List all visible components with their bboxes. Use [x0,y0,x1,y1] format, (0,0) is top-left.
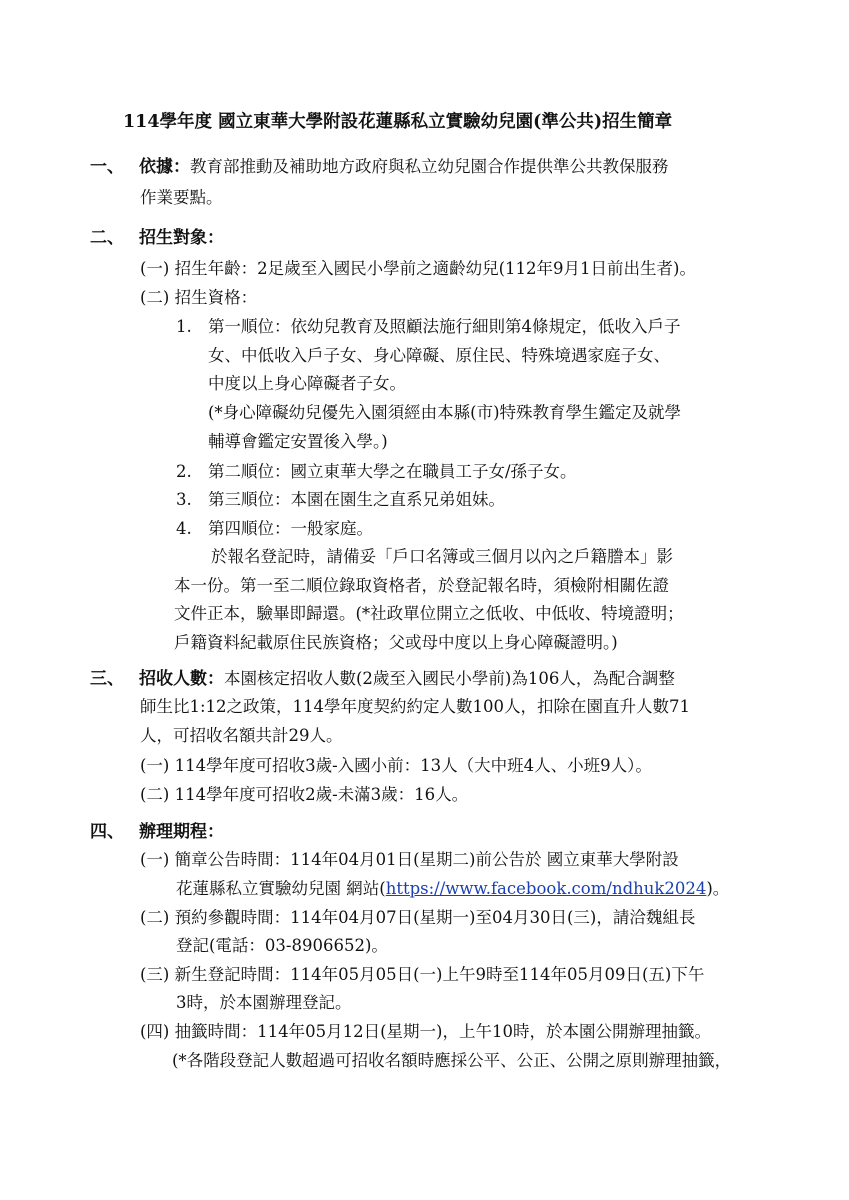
section-3-line [139,669,675,689]
section-2-heading: 招生對象： [139,228,224,248]
registration-note-2: 本一份。第一至二順位錄取資格者，於登記報名時，須檢附相關佐證 [174,576,669,595]
section-1-text-cont: 作業要點。 [140,188,223,207]
section-2-eligibility: (二) 招生資格： [140,288,258,307]
schedule-register-2: 3時，於本園辦理登記。 [176,993,352,1012]
schedule-announce-suffix: )。 [706,879,730,898]
registration-note-1: 於報名登記時，請備妥「戶口名簿或三個月以內之戶籍謄本」影 [211,547,673,566]
schedule-register-1: (三) 新生登記時間：114年05月05日(一)上午9時至114年05月09日(五)下午 [140,965,705,984]
section-3-text-2: 師生比1:12之政策，114學年度契約約定人數100人，扣除在園直升人數71 [140,697,691,716]
facebook-link[interactable]: https://www.facebook.com/ndhuk2024 [385,879,707,898]
schedule-announce-prefix: 花蓮縣私立實驗幼兒園 網站( [176,879,386,898]
section-3-quota-3yr: (一) 114學年度可招收3歲-入國小前：13人（大中班4人、小班9人）。 [140,756,652,775]
schedule-lottery-note: (*各階段登記人數超過可招收名額時應採公平、公正、公開之原則辦理抽籤， [172,1051,732,1070]
section-3-quota-2yr: (二) 114學年度可招收2歲-未滿3歲：16人。 [140,785,469,804]
priority-1-note-1: (*身心障礙幼兒優先入園須經由本縣(市)特殊教育學生鑑定及就學 [208,403,682,422]
priority-1-number: 1. [176,317,192,336]
section-1-number: 一、 [90,157,124,177]
document-title: 114學年度 國立東華大學附設花蓮縣私立實驗幼兒園(準公共)招生簡章 [123,112,673,132]
priority-1-line-1: 第一順位：依幼兒教育及照顧法施行細則第4條規定，低收入戶子 [208,317,681,336]
priority-4-text: 第四順位：一般家庭。 [208,519,373,538]
priority-2-number: 2. [176,462,192,481]
section-1-line [139,157,669,177]
section-3-heading: 招收人數： [139,669,224,689]
priority-1-line-3: 中度以上身心障礙者子女。 [208,374,406,393]
section-3-number: 三、 [90,669,124,689]
priority-4-number: 4. [176,519,192,538]
schedule-lottery-1: (四) 抽籤時間：114年05月12日(星期一)，上午10時，於本園公開辦理抽籤。 [140,1022,711,1041]
section-3-text: 本園核定招收人數(2歲至入國民小學前)為106人，為配合調整 [224,669,675,688]
priority-1-note-2: 輔導會鑑定安置後入學。) [208,432,388,451]
section-4-number: 四、 [90,822,124,842]
schedule-visit-2: 登記(電話：03-8906652)。 [176,936,388,955]
priority-3-text: 第三順位：本園在園生之直系兄弟姐妹。 [208,490,505,509]
section-3-text-3: 人，可招收名額共計29人。 [140,726,343,745]
section-1-heading: 依據： [139,157,190,177]
section-2-age: (一) 招生年齡：2足歲至入國民小學前之適齡幼兒(112年9月1日前出生者)。 [140,259,696,278]
section-4-heading: 辦理期程： [139,822,224,842]
priority-2-text: 第二順位：國立東華大學之在職員工子女/孫子女。 [208,462,577,481]
registration-note-4: 戶籍資料紀載原住民族資格；父或母中度以上身心障礙證明。) [174,633,618,652]
priority-1-line-2: 女、中低收入戶子女、身心障礙、原住民、特殊境遇家庭子女、 [208,346,670,365]
schedule-announce-1: (一) 簡章公告時間：114年04月01日(星期二)前公告於 國立東華大學附設 [140,850,679,869]
registration-note-3: 文件正本，驗畢即歸還。(*社政單位開立之低收、中低收、特境證明； [174,604,684,623]
priority-3-number: 3. [176,490,192,509]
schedule-announce-2 [176,879,729,899]
section-1-text: 教育部推動及補助地方政府與私立幼兒園合作提供準公共教保服務 [190,157,669,176]
schedule-visit-1: (二) 預約參觀時間：114年04月07日(星期一)至04月30日(三)，請洽魏組長 [140,908,696,927]
section-2-number: 二、 [90,228,124,248]
